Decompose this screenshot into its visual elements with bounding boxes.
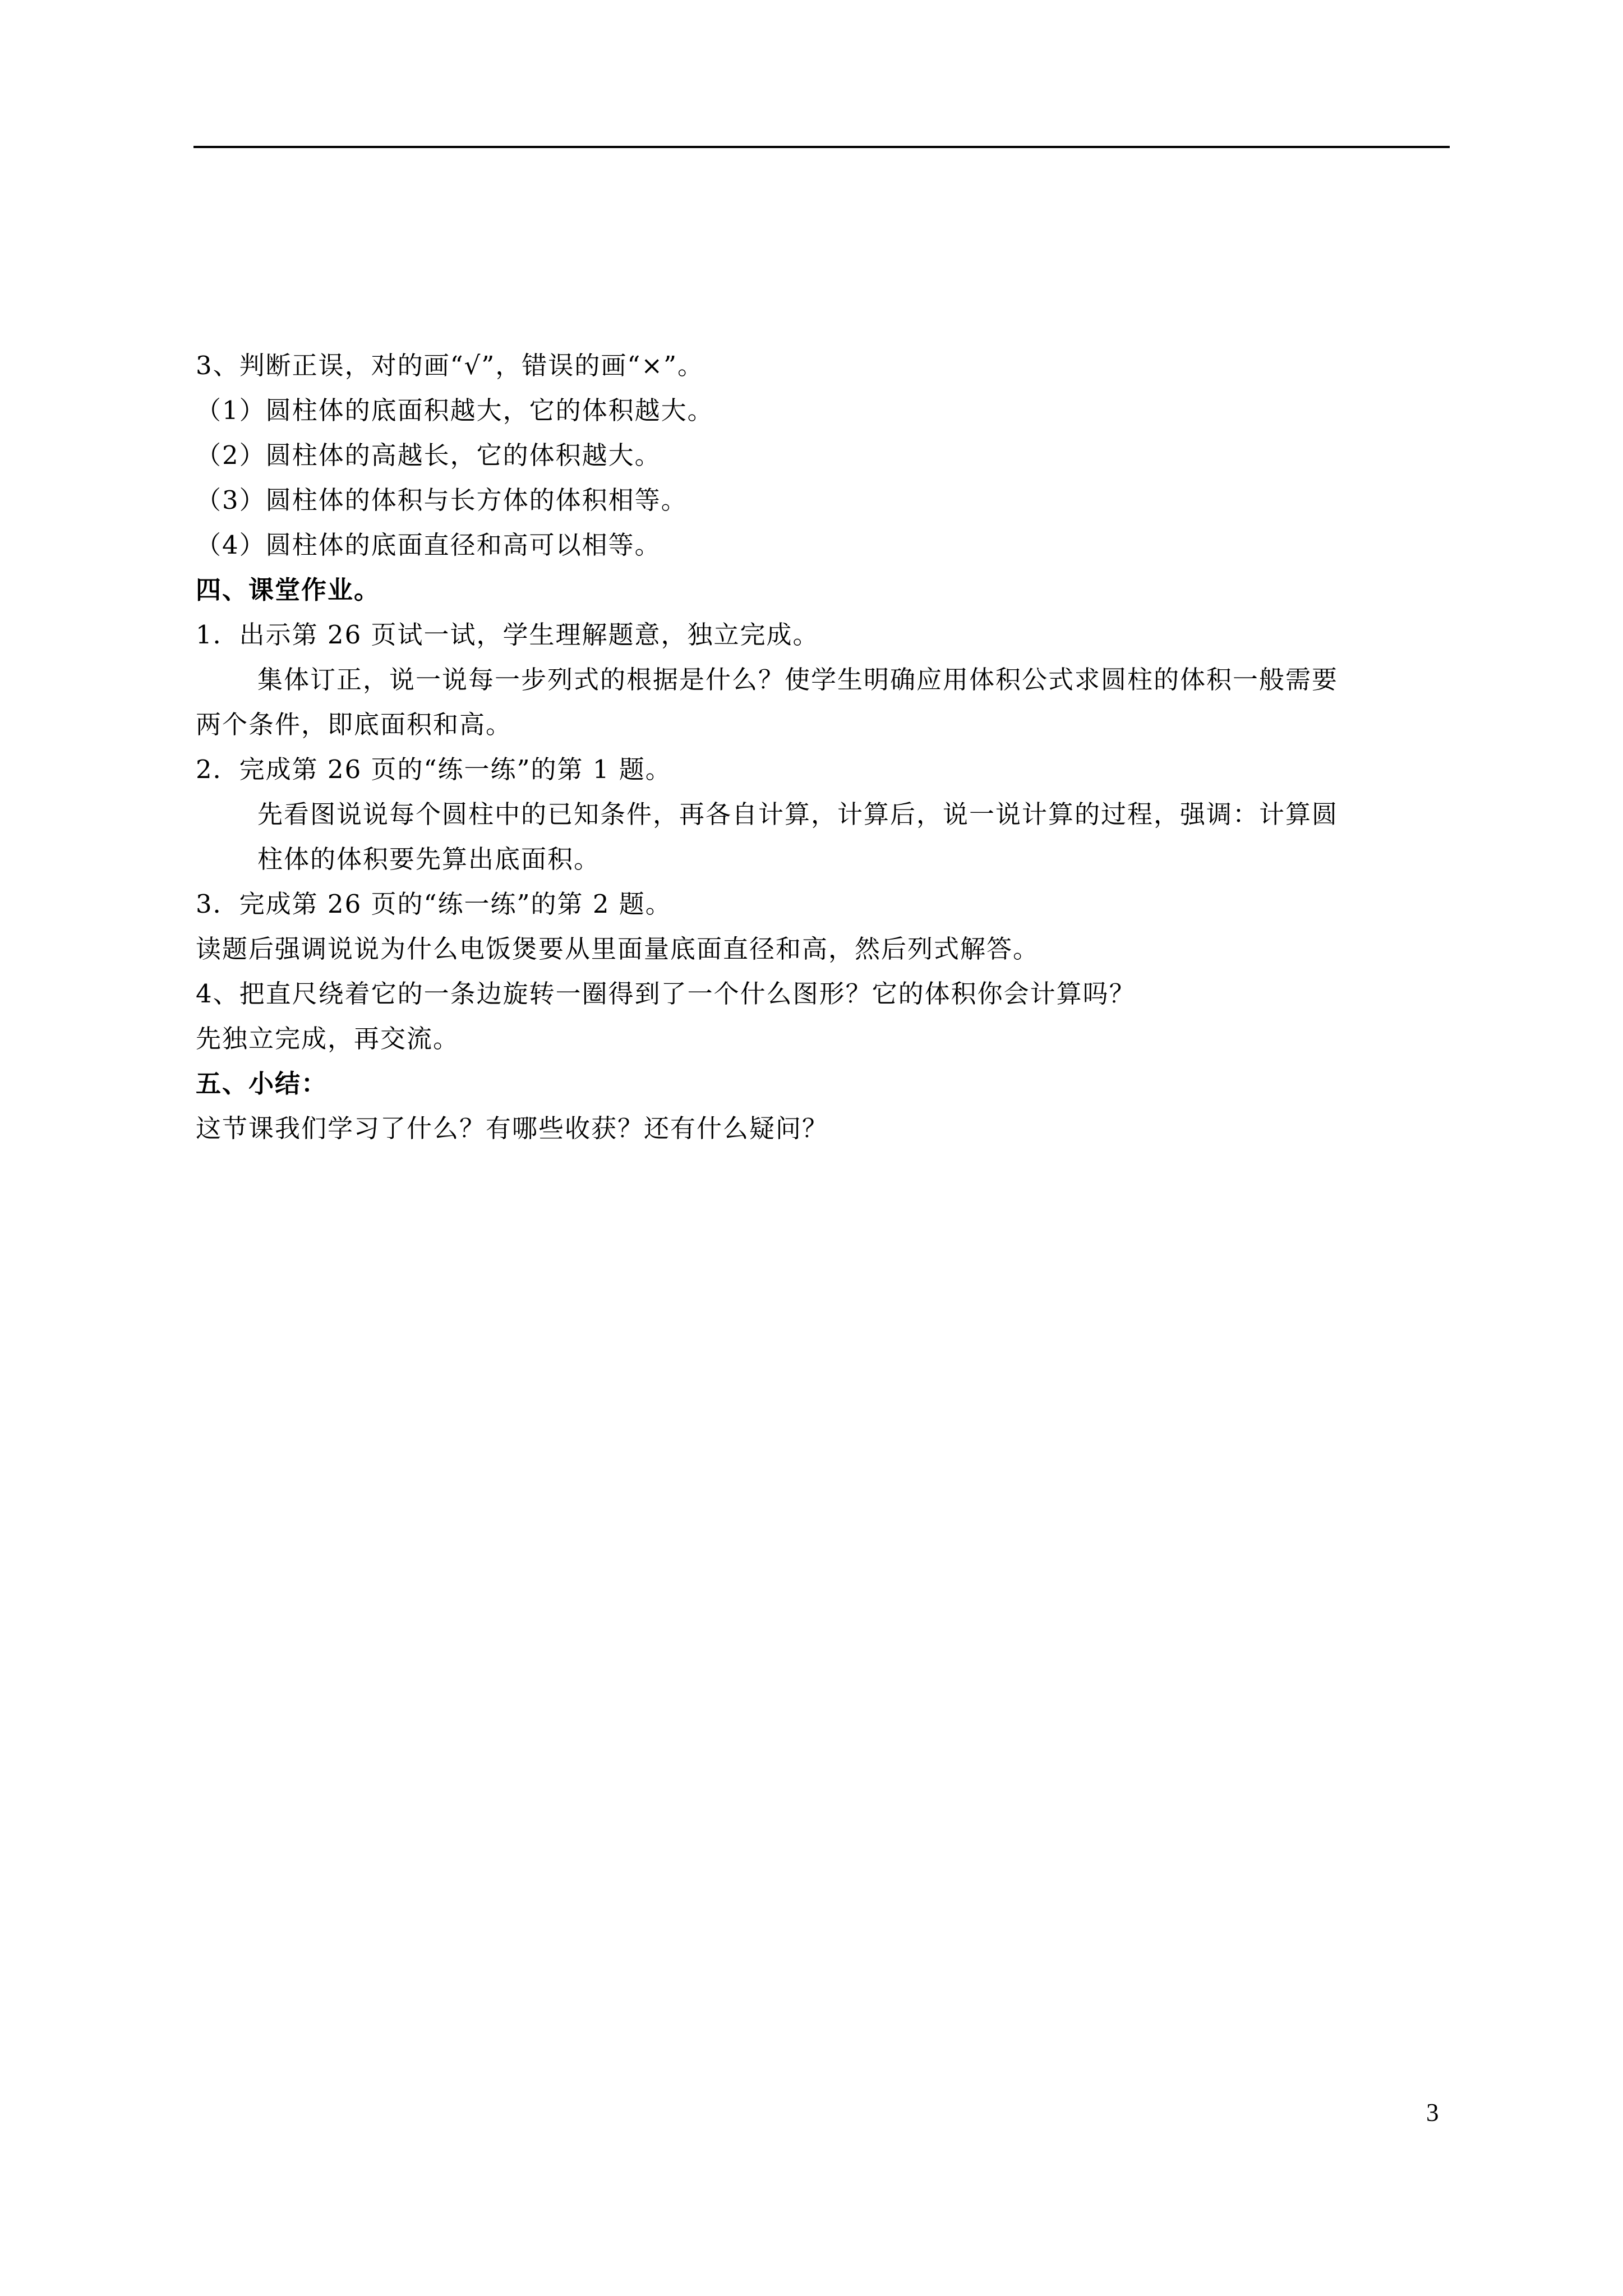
exercise-1-note-line-1: 集体订正，说一说每一步列式的根据是什么？使学生明确应用体积公式求圆柱的体积一般需要: [257, 665, 1339, 694]
judgment-item-3: （3）圆柱体的体积与长方体的体积相等。: [196, 485, 688, 515]
page-number: 3: [1426, 2099, 1439, 2127]
exercise-1-note-line-2: 两个条件，即底面积和高。: [196, 710, 513, 739]
judgment-item-1: （1）圆柱体的底面积越大，它的体积越大。: [196, 395, 714, 425]
judgment-item-2: （2）圆柱体的高越长，它的体积越大。: [196, 440, 661, 470]
exercise-3: 3．完成第 26 页的“练一练”的第 2 题。: [196, 889, 672, 919]
header-rule: [193, 146, 1450, 148]
question-3-title: 3、判断正误，对的画“√”，错误的画“×”。: [196, 351, 704, 380]
exercise-2-note-line-1: 先看图说说每个圆柱中的已知条件，再各自计算，计算后，说一说计算的过程，强调：计算圆: [257, 799, 1339, 829]
exercise-4: 4、把直尺绕着它的一条边旋转一圈得到了一个什么图形？它的体积你会计算吗？: [196, 979, 1136, 1009]
exercise-2-note: [196, 792, 1450, 882]
exercise-3-note: 读题后强调说说为什么电饭煲要从里面量底面直径和高，然后列式解答。: [196, 934, 1040, 964]
exercise-1: 1．出示第 26 页试一试，学生理解题意，独立完成。: [196, 620, 819, 650]
section-5-heading: 五、小结：: [196, 1069, 328, 1098]
exercise-1-note: [196, 657, 1450, 747]
exercise-2-note-line-2: 柱体的体积要先算出底面积。: [257, 844, 601, 874]
summary-text: 这节课我们学习了什么？有哪些收获？还有什么疑问？: [196, 1114, 829, 1143]
judgment-item-4: （4）圆柱体的底面直径和高可以相等。: [196, 530, 661, 560]
document-body: [196, 343, 1450, 1151]
exercise-4-note: 先独立完成，再交流。: [196, 1024, 460, 1053]
exercise-2: 2．完成第 26 页的“练一练”的第 1 题。: [196, 754, 672, 784]
section-4-heading: 四、课堂作业。: [196, 575, 381, 605]
